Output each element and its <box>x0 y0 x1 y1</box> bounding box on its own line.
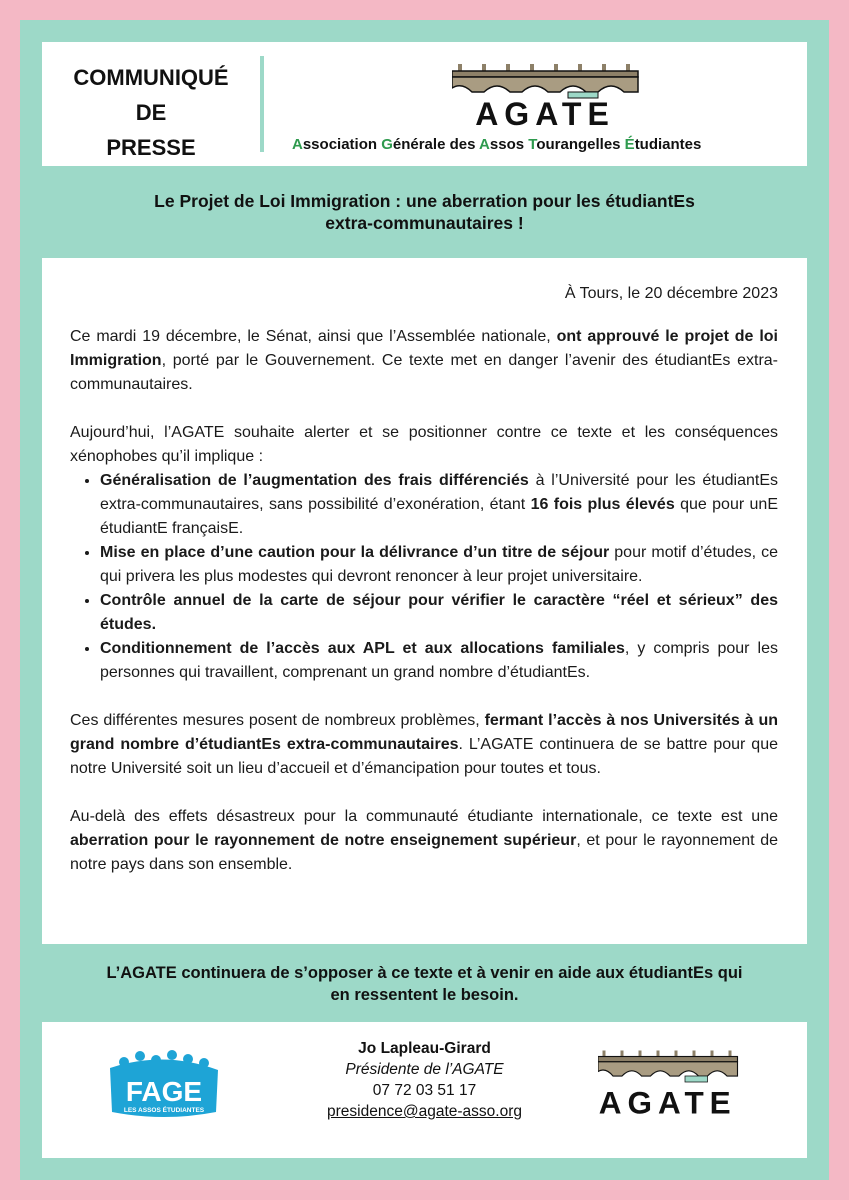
press-text <box>70 282 778 877</box>
paragraph-3: Ces différentes mesures posent de nombreux problèmes, fermant l’accès à nos Universités à un grand nombre d’étudiantEs extra-communautaires. L’AGATE continuera de se battre pour que notre Université soit un lieu d’accueil et d’émancipation pour toutes et tous. <box>70 712 778 777</box>
phone-number: 07 72 03 51 17 <box>372 1082 477 1099</box>
list-item: • Généralisation de l’augmentation des frais différenciés à l’Université pour les étudiantEs extra-communautaires, sans possibilité d’exonération, étant 16 fois plus élevés que pour unE étudiantE françaisE. <box>100 469 778 541</box>
svg-text:FAGE: FAGE <box>125 1076 203 1107</box>
page-title: Le Projet de Loi Immigration : une aberration pour les étudiantEs extra-communautaires ! <box>154 191 695 233</box>
header-box <box>42 42 807 166</box>
footer-box <box>42 1022 807 1158</box>
date-line: À Tours, le 20 décembre 2023 <box>564 285 778 302</box>
list-item: • Contrôle annuel de la carte de séjour pour vérifier le caractère “réel et sérieux” des études. <box>100 589 778 637</box>
email-link[interactable]: presidence@agate-asso.org <box>327 1103 522 1120</box>
svg-text:LES ASSOS ÉTUDIANTES: LES ASSOS ÉTUDIANTES <box>123 1107 205 1114</box>
agate-logo-footer <box>598 1050 748 1120</box>
signature-block <box>262 1038 587 1122</box>
header-divider <box>260 56 264 152</box>
body-box <box>42 258 807 944</box>
signatory-role: Présidente de l’AGATE <box>345 1061 504 1078</box>
measures-list <box>70 469 778 685</box>
svg-text:AGATE: AGATE <box>475 96 615 130</box>
signatory-name: Jo Lapleau-Girard <box>358 1040 491 1057</box>
association-name: Association Générale des Assos Tourangelles Étudiantes <box>292 136 702 153</box>
svg-text:AGATE: AGATE <box>598 1084 737 1120</box>
closing-statement: L’AGATE continuera de s’opposer à ce texte et à venir en aide aux étudiantEs qui en ressentent le besoin. <box>106 964 743 1004</box>
agate-logo <box>452 64 652 130</box>
fage-logo <box>104 1046 224 1128</box>
press-release-label: COMMUNIQUÉ DE PRESSE <box>73 65 229 160</box>
list-item: • Mise en place d’une caution pour la délivrance d’un titre de séjour pour motif d’études, ce qui privera les plus modestes qui devront renoncer à leur projet universitaire. <box>100 541 778 589</box>
paragraph-4: Au-delà des effets désastreux pour la communauté étudiante internationale, ce texte est une aberration pour le rayonnement de notre enseignement supérieur, et pour le rayonnement de notre pays dans son ensemble. <box>70 808 779 873</box>
paragraph-2: Aujourd’hui, l’AGATE souhaite alerter et se positionner contre ce texte et les conséquences xénophobes qu’il implique : <box>70 424 778 465</box>
list-item: • Conditionnement de l’accès aux APL et aux allocations familiales, y compris pour les personnes qui travaillent, comprenant un grand nombre d’étudiantEs. <box>100 637 778 685</box>
paragraph-1: Ce mardi 19 décembre, le Sénat, ainsi que l’Assemblée nationale, ont approuvé le projet de loi Immigration, porté par le Gouvernement. Ce texte met en danger l’avenir des étudiantEs extra-communautaires. <box>70 328 778 393</box>
